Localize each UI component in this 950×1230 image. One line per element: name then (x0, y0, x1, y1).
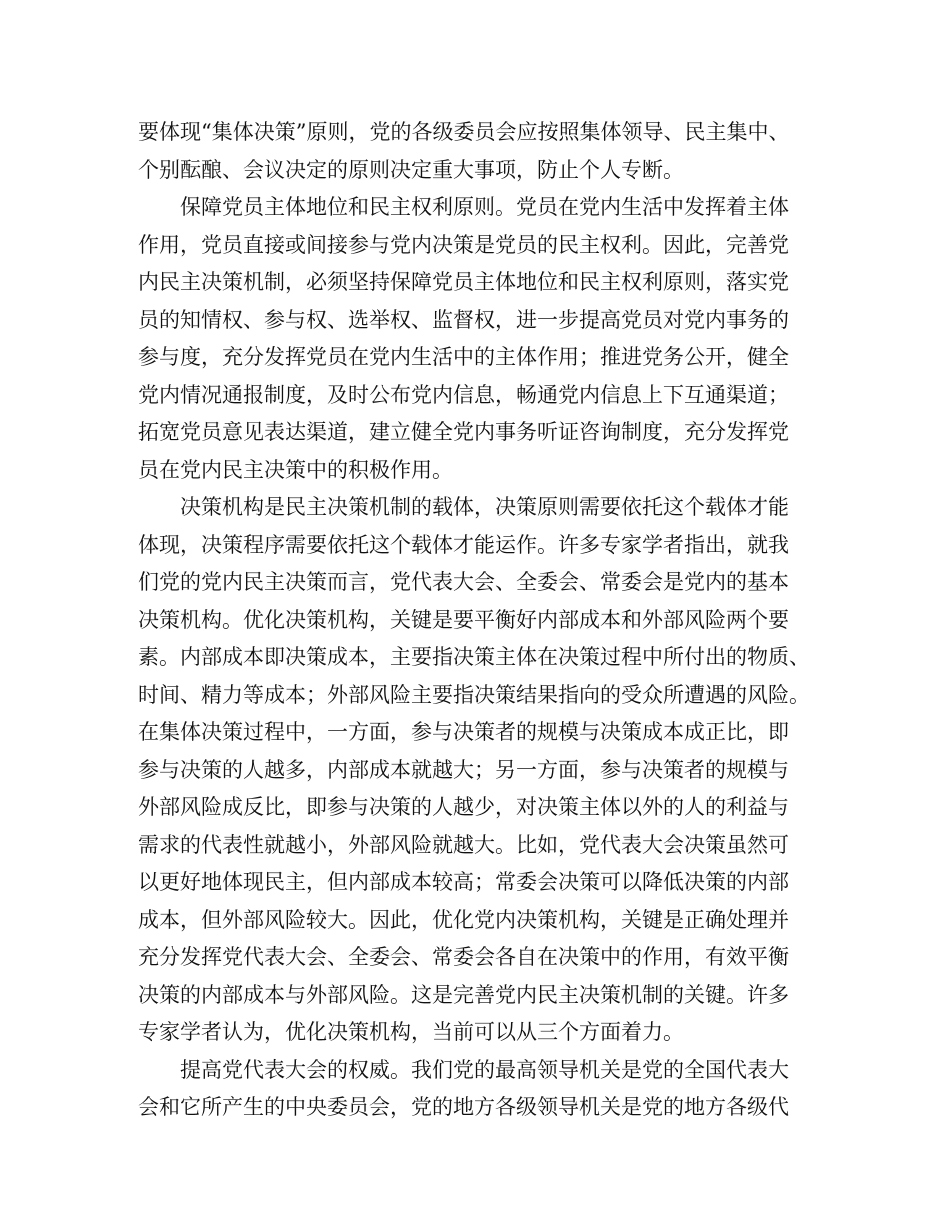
text-line: 决策的内部成本与外部风险。这是完善党内民主决策机制的关键。许多 (138, 982, 789, 1007)
text-line: 个别酝酿、会议决定的原则决定重大事项，防止个人专断。 (138, 157, 684, 182)
text-line: 们党的党内民主决策而言，党代表大会、全委会、常委会是党内的基本 (138, 570, 789, 594)
text-line: 在集体决策过程中，一方面，参与决策者的规模与决策成本成正比，即 (138, 720, 789, 744)
text-line: 需求的代表性就越小，外部风险就越大。比如，党代表大会决策虽然可 (138, 832, 789, 857)
text-line: 充分发挥党代表大会、全委会、常委会各自在决策中的作用，有效平衡 (138, 945, 789, 969)
document-body (138, 114, 820, 1127)
paragraph-first-line: 保障党员主体地位和民主权利原则。党员在党内生活中发挥着主体 (180, 195, 789, 219)
text-line: 员在党内民主决策中的积极作用。 (138, 457, 453, 482)
text-line: 成本，但外部风险较大。因此，优化党内决策机构，关键是正确处理并 (138, 907, 789, 932)
text-line: 拓宽党员意见表达渠道，建立健全党内事务听证咨询制度，充分发挥党 (138, 420, 789, 444)
text-line: 专家学者认为，优化决策机构，当前可以从三个方面着力。 (138, 1020, 684, 1044)
text-line: 会和它所产生的中央委员会，党的地方各级领导机关是党的地方各级代 (138, 1095, 789, 1119)
text-line: 要体现“集体决策”原则，党的各级委员会应按照集体领导、民主集中、 (138, 120, 790, 144)
text-line: 参与度，充分发挥党员在党内生活中的主体作用；推进党务公开，健全 (138, 345, 789, 369)
text-line: 素。内部成本即决策成本，主要指决策主体在决策过程中所付出的物质、 (138, 645, 810, 669)
text-line: 体现，决策程序需要依托这个载体才能运作。许多专家学者指出，就我 (138, 532, 789, 557)
text-line: 员的知情权、参与权、选举权、监督权，进一步提高党员对党内事务的 (138, 307, 789, 332)
text-line: 参与决策的人越多，内部成本就越大；另一方面，参与决策者的规模与 (138, 757, 789, 782)
text-line: 党内情况通报制度，及时公布党内信息，畅通党内信息上下互通渠道； (138, 382, 789, 407)
paragraph-first-line: 提高党代表大会的权威。我们党的最高领导机关是党的全国代表大 (180, 1057, 789, 1082)
text-line: 作用，党员直接或间接参与党内决策是党员的民主权利。因此，完善党 (138, 232, 789, 257)
text-line: 内民主决策机制，必须坚持保障党员主体地位和民主权利原则，落实党 (138, 270, 789, 294)
text-line: 时间、精力等成本；外部风险主要指决策结果指向的受众所遭遇的风险。 (138, 682, 810, 707)
text-line: 外部风险成反比，即参与决策的人越少，对决策主体以外的人的利益与 (138, 795, 789, 819)
text-line: 以更好地体现民主，但内部成本较高；常委会决策可以降低决策的内部 (138, 870, 789, 894)
text-line: 决策机构。优化决策机构，关键是要平衡好内部成本和外部风险两个要 (138, 607, 789, 632)
paragraph-first-line: 决策机构是民主决策机制的载体，决策原则需要依托这个载体才能 (180, 495, 789, 519)
